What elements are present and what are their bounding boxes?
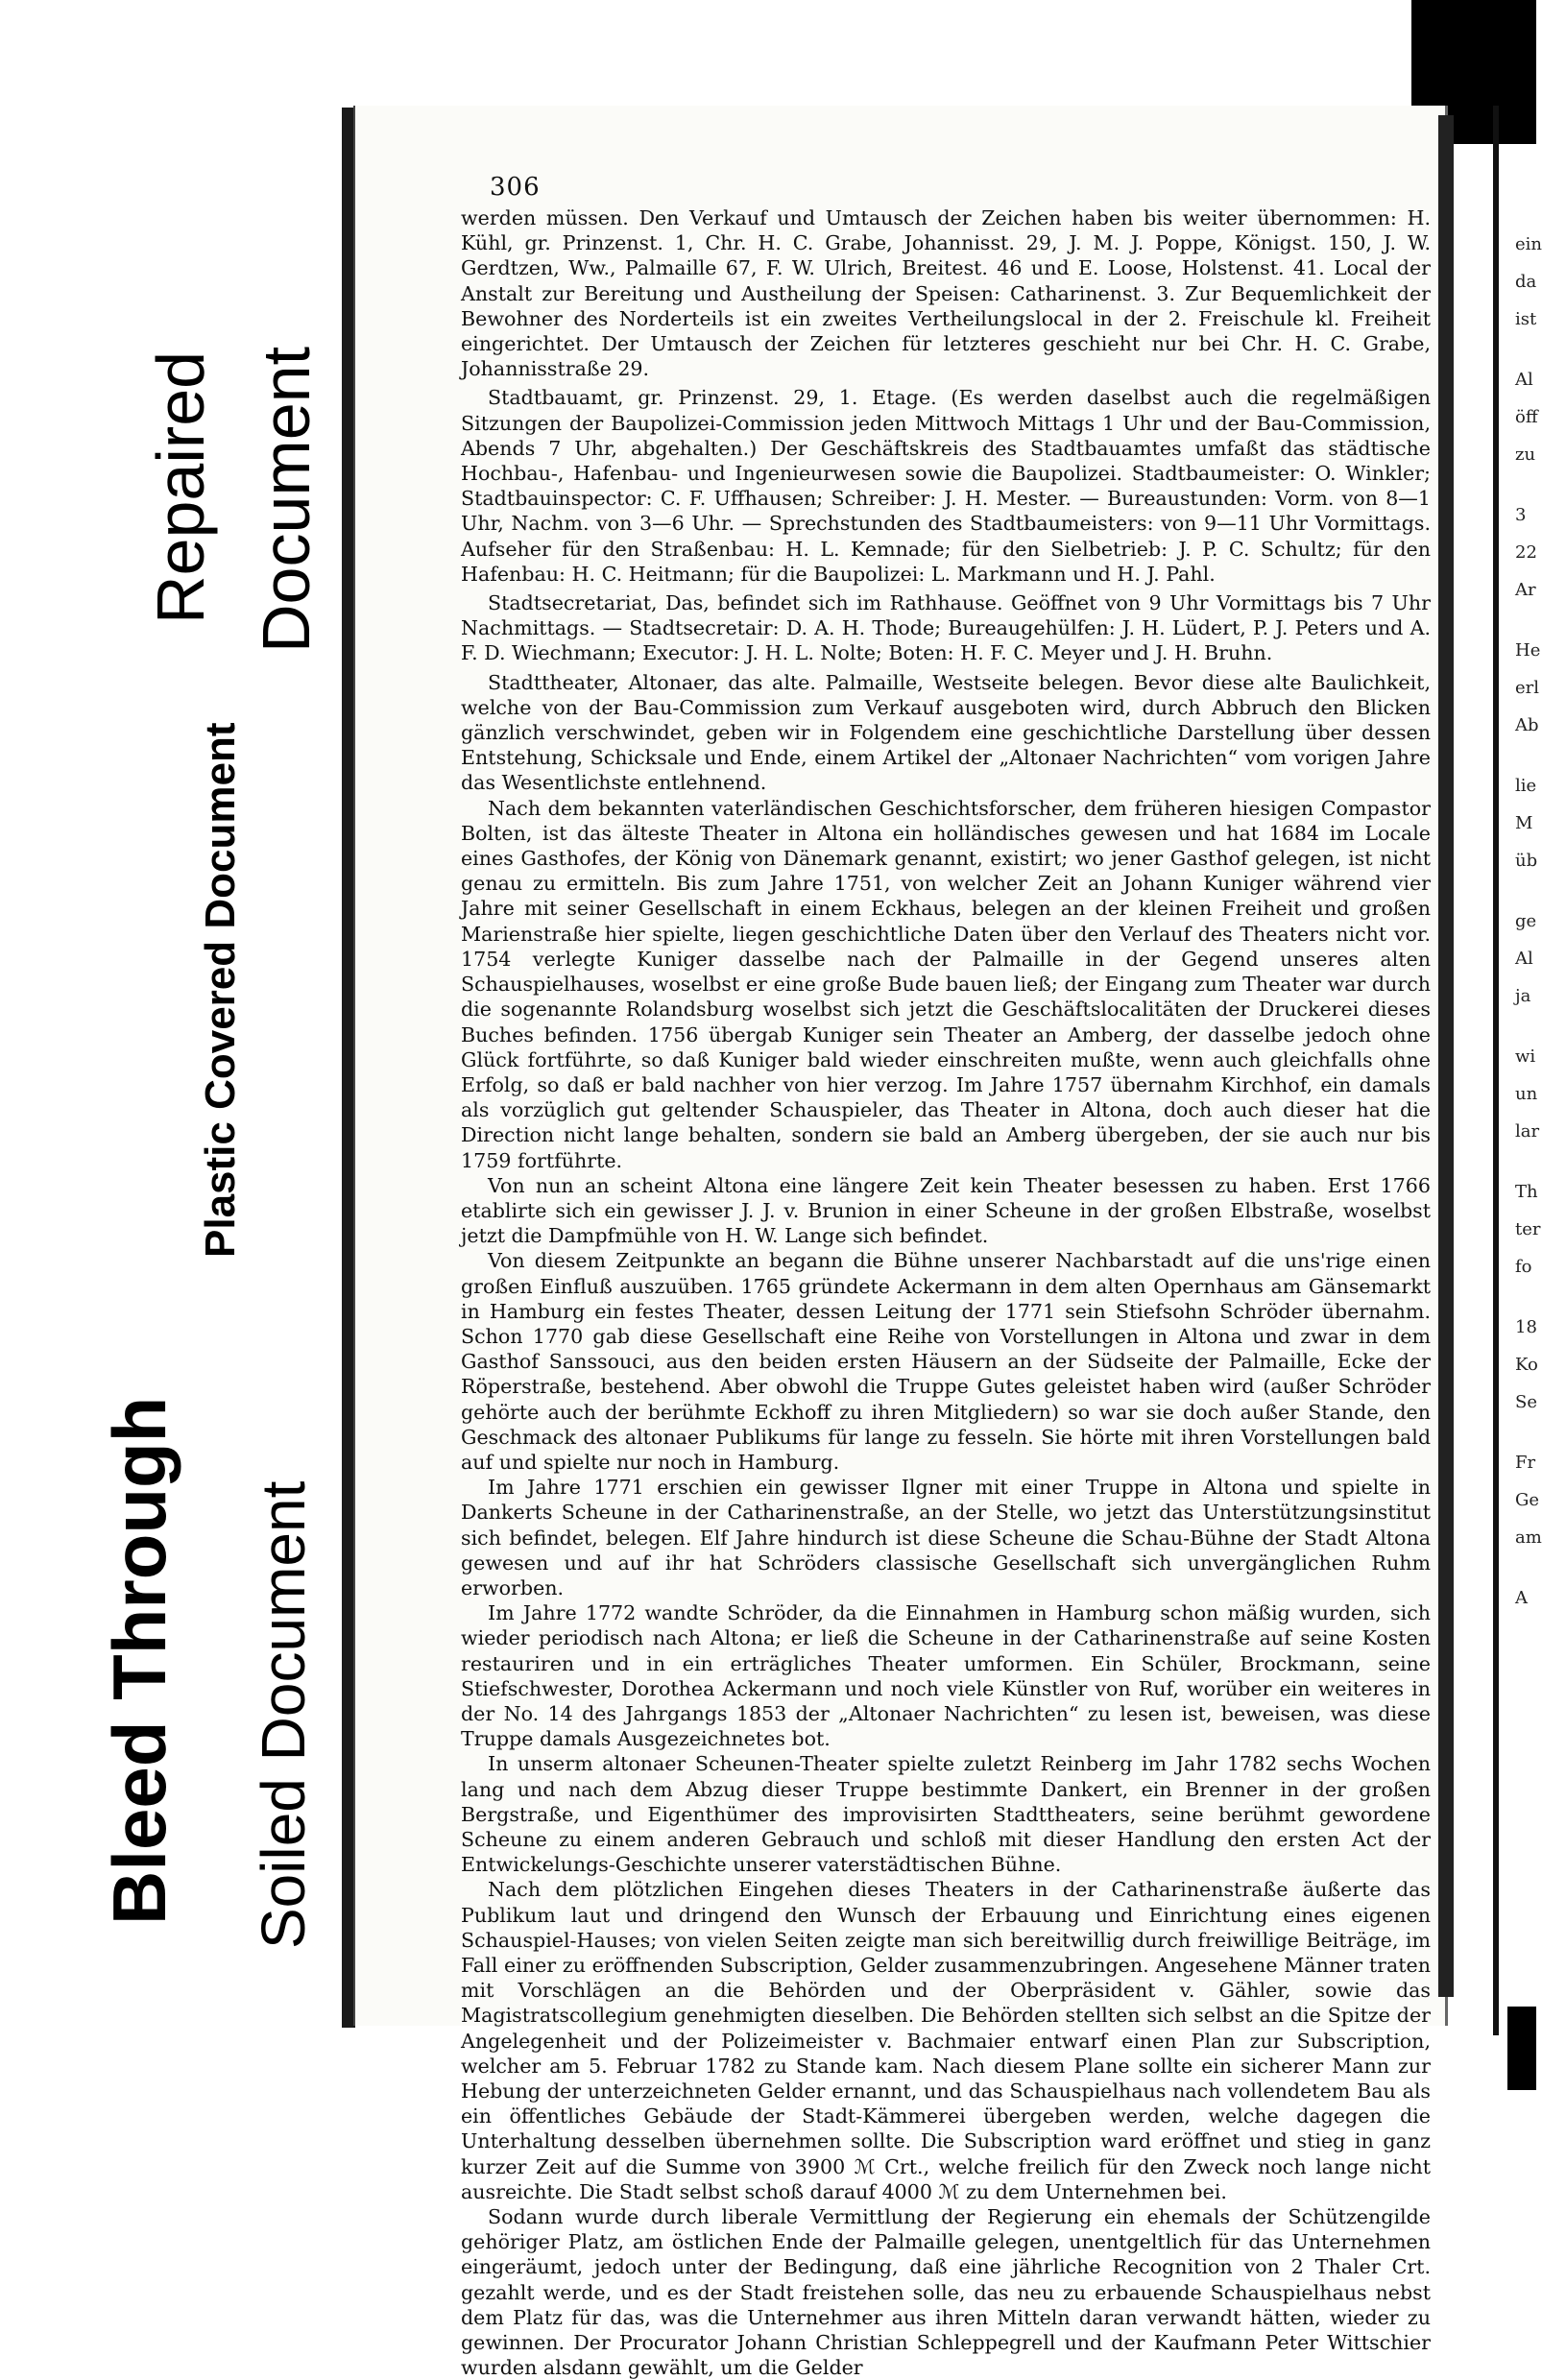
paragraph: Von diesem Zeitpunkte an begann die Bühne unserer Nachbarstadt auf die uns'rige einen großen Einfluß auszuüben. 1765 gründete Ackermann in dem alten Opernhaus am Gänsemarkt in Hamburg ein festes Theater, dessen Leitung der 1771 sein Stiefsohn Schröder übernahm. Schon 1770 gab diese Gesellschaft eine Reihe von Vorstellungen in Altona und zwar in dem Gasthof Sanssouci, aus den beiden ersten Häusern an der Südseite der Palmaille, Ecke der Röperstraße, bestehend. Aber obwohl die Truppe Gutes geleistet haben wird (außer Schröder gehörte auch der berühmte Eckhoff zu ihren Mitgliedern) so war sie doch außer Stande, den Geschmack des altonaer Publikums für lange zu fesseln. Sie hörte mit ihren Vorstellungen bald auf und spielte nur noch in Hamburg. xyxy=(461,1249,1431,1474)
next-page-fragment: wi xyxy=(1515,1046,1536,1067)
next-page-fragment: Ge xyxy=(1515,1490,1540,1510)
paragraph: Von nun an scheint Altona eine längere Zeit kein Theater besessen zu haben. Erst 1766 etablirte sich ein gewisser J. J. v. Brunion in einer Scheune in der großen Elbstraße, woselbst jetzt die Dampfmühle von H. W. Lange sich befindet. xyxy=(461,1173,1431,1248)
label-document: Document xyxy=(249,346,324,653)
paragraph-stadtbauamt: Stadtbauamt, gr. Prinzenst. 29, 1. Etage. (Es werden daselbst auch die regelmäßigen Sitzungen der Baupolizei-Commission jeden Mittwoch Mittags 1 Uhr und der Bau-Commission, Abends 7 Uhr, abgehalten.) Der Geschäftskreis des Stadtbauamtes umfaßt das städtische Hochbau-, Hafenbau- und Ingenieurwesen sowie die Baupolizei. Stadtbaumeister: O. Winkler; Stadtbauinspector: C. F. Uffhausen; Schreiber: J. H. Mester. — Bureaustunden: Vorm. von 8—1 Uhr, Nachm. von 3—6 Uhr. — Sprechstunden des Stadtbaumeisters: von 9—11 Uhr Vormittags. Aufseher für den Straßenbau: H. L. Kemnade; für den Sielbetrieb: J. P. C. Schultz; für den Hafenbau: H. C. Heitmann; für die Baupolizei: L. Markmann und H. J. Pahl. xyxy=(461,386,1431,586)
next-page-fragment: lar xyxy=(1515,1121,1540,1142)
next-page-fragment: Se xyxy=(1515,1392,1537,1412)
next-page-fragment: zu xyxy=(1515,445,1536,465)
next-page-fragment: A xyxy=(1515,1588,1528,1608)
paragraph: Sodann wurde durch liberale Vermittlung der Regierung ein ehemals der Schützengilde gehöriger Platz, am östlichen Ende der Palmaille gelegen, unentgeltlich für das Unternehmen eingeräumt, jedoch unter der Bedingung, daß eine jährliche Recognition von 2 Thaler Crt. gezahlt werde, und es der Stadt freistehen solle, das neu zu erbauende Schauspielhaus nebst dem Platz für das, was die Unternehmer aus ihren Mitteln daran verwandt hätten, wieder zu gewinnen. Der Procurator Johann Christian Schleppegrell und der Kaufmann Peter Wittschier wurden alsdann gewählt, um die Gelder xyxy=(461,2205,1431,2380)
next-page-fragments xyxy=(1515,230,1542,1622)
next-page-edge xyxy=(1493,106,1499,2035)
paragraph-stadtsecretariat: Stadtsecretariat, Das, befindet sich im Rathhause. Geöffnet von 9 Uhr Vormittags bis 7 Uhr Nachmittags. — Stadtsecretair: D. A. H. Thode; Bureaugehülfen: J. H. Lüdert, P. J. Peters und A. F. D. Wiechmann; Executor: J. H. L. Nolte; Boten: H. F. C. Meyer und J. H. Bruhn. xyxy=(461,591,1431,665)
next-page-fragment: ter xyxy=(1515,1219,1541,1239)
next-page-fragment: Ko xyxy=(1515,1355,1538,1375)
page-gutter xyxy=(1438,115,1454,1997)
paragraph: Nach dem plötzlichen Eingehen dieses Theaters in der Catharinenstraße äußerte das Publikum laut und dringend den Wunsch der Erbauung und Einrichtung eines eigenen Schauspiel-Hauses; von vielen Seiten zeigte man sich bereitwillig durch freiwillige Beiträge, im Fall einer zu eröffnenden Subscription, Gelder zusammenzubringen. Angesehene Männer traten mit Vorschlägen an die Behörden und der Oberpräsident v. Gähler, sowie das Magistratscollegium genehmigten dieselben. Die Behörden stellten sich selbst an die Spitze der Angelegenheit und der Polizeimeister v. Bachmaier entwarf einen Plan zur Subscription, welcher am 5. Februar 1782 zu Stande kam. Nach diesem Plane sollte ein sicherer Mann zur Hebung der unterzeichneten Gelder ernannt, und das Schauspielhaus nach vollendetem Bau als ein öffentliches Gebäude der Stadt-Kämmerei übergeben werden, welche dagegen die Unterhaltung desselben übernehmen sollte. Die Subscription ward eröffnet und stieg in ganz kurzer Zeit auf die Summe von 3900 ℳ Crt., welche freilich für den Zweck noch lange nicht ausreichte. Die Stadt selbst schoß darauf 4000 ℳ zu dem Unternehmen bei. xyxy=(461,1878,1431,2203)
annotation-labels xyxy=(0,0,326,2090)
next-page-fragment: öff xyxy=(1515,407,1538,427)
page-body xyxy=(461,205,1431,2380)
label-bleed-through: Bleed Through xyxy=(97,1396,181,1925)
next-page-fragment: Th xyxy=(1515,1182,1538,1202)
next-page-fragment: lie xyxy=(1515,776,1537,796)
next-page-fragment: erl xyxy=(1515,678,1540,698)
next-page-fragment: Ab xyxy=(1515,715,1539,735)
next-page-fragment: da xyxy=(1515,272,1537,292)
next-page-fragment: am xyxy=(1515,1527,1542,1548)
next-page-fragment: Al xyxy=(1515,370,1533,390)
paragraph: Im Jahre 1772 wandte Schröder, da die Einnahmen in Hamburg schon mäßig wurden, sich wieder periodisch nach Altona; er ließ die Scheune in der Catharinenstraße auf seine Kosten restauriren und in ein erträgliches Theater umformen. Ein Schüler, Brockmann, seine Stiefschwester, Dorothea Ackermann und noch viele Künstler von Ruf, worüber ein weiteres in der No. 14 des Jahrgangs 1853 der „Altonaer Nachrichten“ zu lesen ist, beweisen, was diese Truppe damals Ausgezeichnetes bot. xyxy=(461,1601,1431,1751)
paragraph: Nach dem bekannten vaterländischen Geschichtsforscher, dem früheren hiesigen Compastor Bolten, ist das älteste Theater in Altona ein holländisches gewesen und hat 1684 im Locale eines Gasthofes, der König von Dänemark genannt, existirt; wo jener Gasthof gelegen, ist nicht genau zu ermitteln. Bis zum Jahre 1751, von welcher Zeit an Johann Kuniger während vier Jahre mit seiner Gesellschaft in einem Eckhaus, belegen an der kleinen Freiheit und großen Marienstraße hier spielte, liegen geschichtliche Daten über den Verlauf des Theaters nicht vor. 1754 verlegte Kuniger dasselbe nach der Palmaille in der Gegend unseres alten Schauspielhauses, woselbst er eine große Bude bauen ließ; der Eingang zum Theater war durch die sogenannte Rolandsburg woselbst sich jetzt die Geschäftslocalitäten der Druckerei dieses Buches befinden. 1756 übergab Kuniger sein Theater an Amberg, der dasselbe jedoch ohne Glück fortführte, so daß Kuniger bald wieder einschreiten mußte, wenn auch gleichfalls ohne Erfolg, so daß er bald nachher von hier verzog. Im Jahre 1757 übernahm Kirchhof, ein damals als vorzüglich gut geltender Schauspieler, das Theater in Altona, doch auch dieser hat die Direction nicht lange behalten, sondern sie bald an Amberg übergeben, der sie auch nur bis 1759 fortführte. xyxy=(461,796,1431,1172)
next-page-fragment: ge xyxy=(1515,911,1537,931)
label-repaired: Repaired xyxy=(143,350,218,624)
paragraph-stadttheater: Stadttheater, Altonaer, das alte. Palmaille, Westseite belegen. Bevor diese alte Baulichkeit, welche von der Bau-Commission zum Verkauf ausgeboten wird, durch Abbruch den Blicken gänzlich verschwindet, geben wir in Folgendem eine geschichtliche Darstellung über dessen Entstehung, Schicksale und Ende, einem Artikel der „Altonaer Nachrichten“ vom vorigen Jahre das Wesentlichste entlehnend. xyxy=(461,670,1431,795)
document-page xyxy=(353,106,1448,2380)
next-page-fragment: ein xyxy=(1515,234,1542,254)
next-page-fragment: üb xyxy=(1515,851,1538,871)
next-page-fragment: ja xyxy=(1515,986,1531,1006)
next-page-fragment: 22 xyxy=(1515,542,1537,563)
next-page-fragment: Fr xyxy=(1515,1453,1536,1473)
paragraph: Im Jahre 1771 erschien ein gewisser Ilgner mit einer Truppe in Altona und spielte in Dankerts Scheune in der Catharinenstraße, an der Stelle, wo jetzt das Unterstützungsinstitut sich befindet, belegen. Elf Jahre hindurch ist diese Scheune die Schau-Bühne der Stadt Altona gewesen und auf ihr hat Schröders classische Gesellschaft sich unvergänglichen Ruhm erworben. xyxy=(461,1476,1431,1599)
next-page-fragment: fo xyxy=(1515,1257,1532,1277)
next-page-fragment: Ar xyxy=(1515,580,1536,600)
paragraph: werden müssen. Den Verkauf und Umtausch der Zeichen haben bis weiter übernommen: H. Kühl, gr. Prinzenst. 1, Chr. H. C. Grabe, Johannisst. 29, J. M. J. Poppe, Königst. 150, J. W. Gerdtzen, Ww., Palmaille 67, F. W. Ulrich, Breitest. 46 und E. Loose, Holstenst. 41. Local der Anstalt zur Bereitung und Austheilung der Speisen: Catharinenst. 3. Zur Bequemlichkeit der Bewohner des Norderteils ist ein zweites Vertheilungslocal in der 2. Freischule kl. Freiheit eingerichtet. Der Umtausch der Zeichen für letzteres geschieht nur bei Chr. H. C. Grabe, Johannisstraße 29. xyxy=(461,206,1431,381)
scan-border-corner xyxy=(1507,2007,1536,2090)
label-soiled-document: Soiled Document xyxy=(249,1480,318,1949)
next-page-fragment: ist xyxy=(1515,309,1537,329)
next-page-fragment: Al xyxy=(1515,949,1533,969)
paragraph: In unserm altonaer Scheunen-Theater spielte zuletzt Reinberg im Jahr 1782 sechs Wochen lang und nach dem Abzug dieser Truppe bestimmte Dankert, ein Brenner in der großen Bergstraße, und Eigenthümer des improvisirten Stadttheaters, seine berühmt gewordene Scheune zu einem anderen Gebrauch und schloß mit dieser Handlung den ersten Act der Entwickelungs-Geschichte unserer vaterstädtischen Bühne. xyxy=(461,1752,1431,1877)
next-page-fragment: 18 xyxy=(1515,1317,1537,1337)
label-plastic-covered: Plastic Covered Document xyxy=(197,722,244,1258)
next-page-fragment: 3 xyxy=(1515,505,1527,525)
next-page-fragment: un xyxy=(1515,1084,1538,1104)
next-page-fragment: He xyxy=(1515,640,1541,661)
page-number: 306 xyxy=(490,173,541,202)
next-page-fragment: M xyxy=(1515,813,1533,833)
